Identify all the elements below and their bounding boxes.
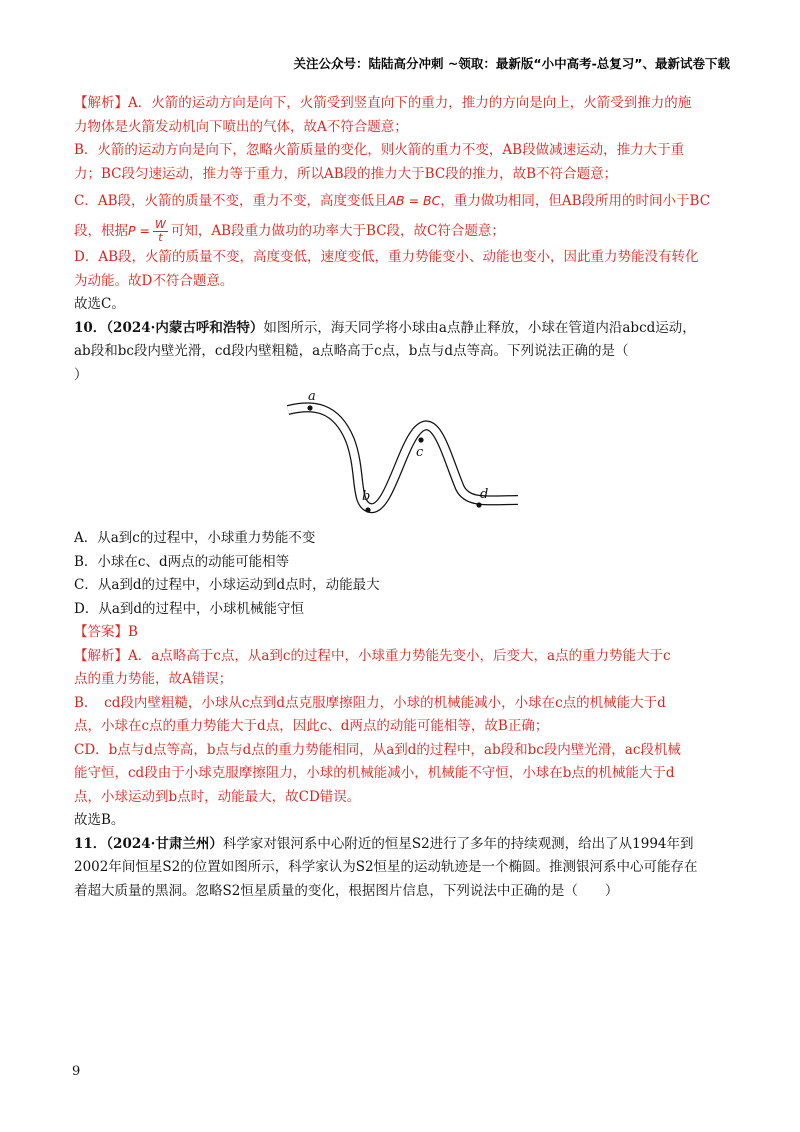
q11-source: （2024·甘肃兰州） (106, 835, 223, 852)
power-formula-fraction (153, 219, 168, 244)
power-formula-p: P = (128, 223, 150, 238)
label-d: d (480, 487, 489, 502)
fraction-numerator: W (155, 218, 166, 231)
q10-option-b: B．小球在c、d两点的动能可能相等 (74, 553, 290, 570)
q10-stem-line2: ab段和bc段内壁光滑，cd段内壁粗糙，a点略高于c点，b点与d点等高。下列说法正确的是（ (74, 343, 629, 359)
analysis9-line3b-post: 可知，AB段重力做功的功率大于BC段，故C符合题意； (170, 223, 505, 239)
q10-option-c: C．从a到d的过程中，小球运动到d点时，动能最大 (74, 577, 380, 593)
ball-point-d (476, 502, 481, 507)
q10-analysis-line: 点的重力势能，故A错误； (74, 671, 233, 687)
label-b: b (362, 489, 371, 504)
analysis9-line1a: 【解析】A．火箭的运动方向是向下，火箭受到竖直向下的重力，推力的方向是向上，火箭受到推力的施 (74, 95, 692, 111)
ball-point-a (307, 405, 312, 410)
analysis9-line3b (74, 216, 730, 246)
analysis9-line2b: 力；BC段匀速运动，推力等于重力，所以AB段的推力大于BC段的推力，故B不符合题意； (74, 165, 618, 182)
analysis9-conclusion: 故选C。 (74, 296, 125, 312)
analysis9-line2a: B．火箭的运动方向是向下，忽略火箭质量的变化，则火箭的重力不变，AB段做减速运动，推力大于重 (74, 142, 685, 158)
q10-analysis-line: B． cd段内壁粗糙，小球从c点到d点克服摩擦阻力，小球的机械能减小，小球在c点的机械能大于d (74, 694, 666, 711)
label-c: c (416, 445, 424, 460)
q10-analysis-line: 点，小球运动到b点时，动能最大，故CD错误。 (74, 788, 361, 805)
page-number: 9 (72, 1064, 81, 1079)
ball-point-b (365, 507, 370, 512)
analysis9-line4a: D．AB段，火箭的质量不变，高度变低，速度变低，重力势能变小、动能也变小，因此重力势能没有转化 (74, 249, 699, 265)
analysis9-line3a-post: ，重力做功相同，但AB段所用的时间小于BC (440, 193, 711, 209)
q11-number: 11． (74, 835, 107, 852)
analysis9-line3b-pre: 段，根据 (74, 223, 128, 239)
q10-analysis-line: 【解析】A．a点略高于c点，从a到c的过程中，小球重力势能先变小，后变大，a点的重力势能大于c (74, 647, 671, 664)
analysis9-line1b: 力物体是火箭发动机向下喷出的气体，故A不符合题意； (74, 118, 408, 135)
q10-source: （2024·内蒙古呼和浩特） (106, 319, 264, 336)
q10-stem-a: 如图所示，海天同学将小球由a点静止释放，小球在管道内沿abcd运动， (263, 319, 696, 336)
q11-stem-a: 科学家对银河系中心附近的恒星S2进行了多年的持续观测，给出了从1994年到 (222, 835, 694, 852)
analysis9-line4b: 为动能。故D不符合题意。 (74, 272, 234, 289)
q10-option-a: A．从a到c的过程中，小球重力势能不变 (74, 530, 316, 546)
label-a: a (308, 389, 316, 404)
q10-conclusion: 故选B。 (74, 812, 125, 828)
q10-stem-line1 (74, 317, 730, 341)
q10-analysis-line: 点，小球在c点的重力势能大于d点，因此c、d两点的动能可能相等，故B正确； (74, 718, 549, 734)
q10-answer: 【答案】B (74, 624, 138, 640)
q10-analysis-line: 能守恒，cd段由于小球克服摩擦阻力，小球的机械能减小，机械能不守恒，小球在b点的机械能大于d (74, 765, 675, 781)
q11-stem-line1 (74, 833, 730, 857)
fraction-denominator: t (158, 231, 163, 244)
q11-stem-line3: 着超大质量的黑洞。忽略S2恒星质量的变化，根据图片信息，下列说法中正确的是（ ） (74, 882, 619, 899)
q10-analysis-line: CD．b点与d点等高，b点与d点的重力势能相同，从a到d的过程中，ab段和bc段内壁光滑，ac段机械 (74, 741, 681, 758)
analysis9-line3a (74, 186, 730, 216)
analysis9-line3a-pre: C．AB段，火箭的质量不变，重力不变，高度变低且 (74, 193, 388, 209)
q10-number: 10． (74, 319, 107, 336)
ball-point-c (418, 437, 423, 442)
analysis9-line3a-math: AB = BC (387, 193, 441, 208)
q11-stem-line2: 2002年间恒星S2的位置如图所示，科学家认为S2恒星的运动轨迹是一个椭圆。推测银河系中心可能存在 (74, 859, 698, 875)
pipe-track-figure (288, 389, 518, 520)
q10-stem-line3: ） (74, 366, 88, 383)
page-header: 关注公众号：陆陆高分冲刺 ~领取：最新版“小中高考-总复习”、最新试卷下载 (293, 56, 730, 71)
q10-option-d: D．从a到d的过程中，小球机械能守恒 (74, 600, 305, 617)
